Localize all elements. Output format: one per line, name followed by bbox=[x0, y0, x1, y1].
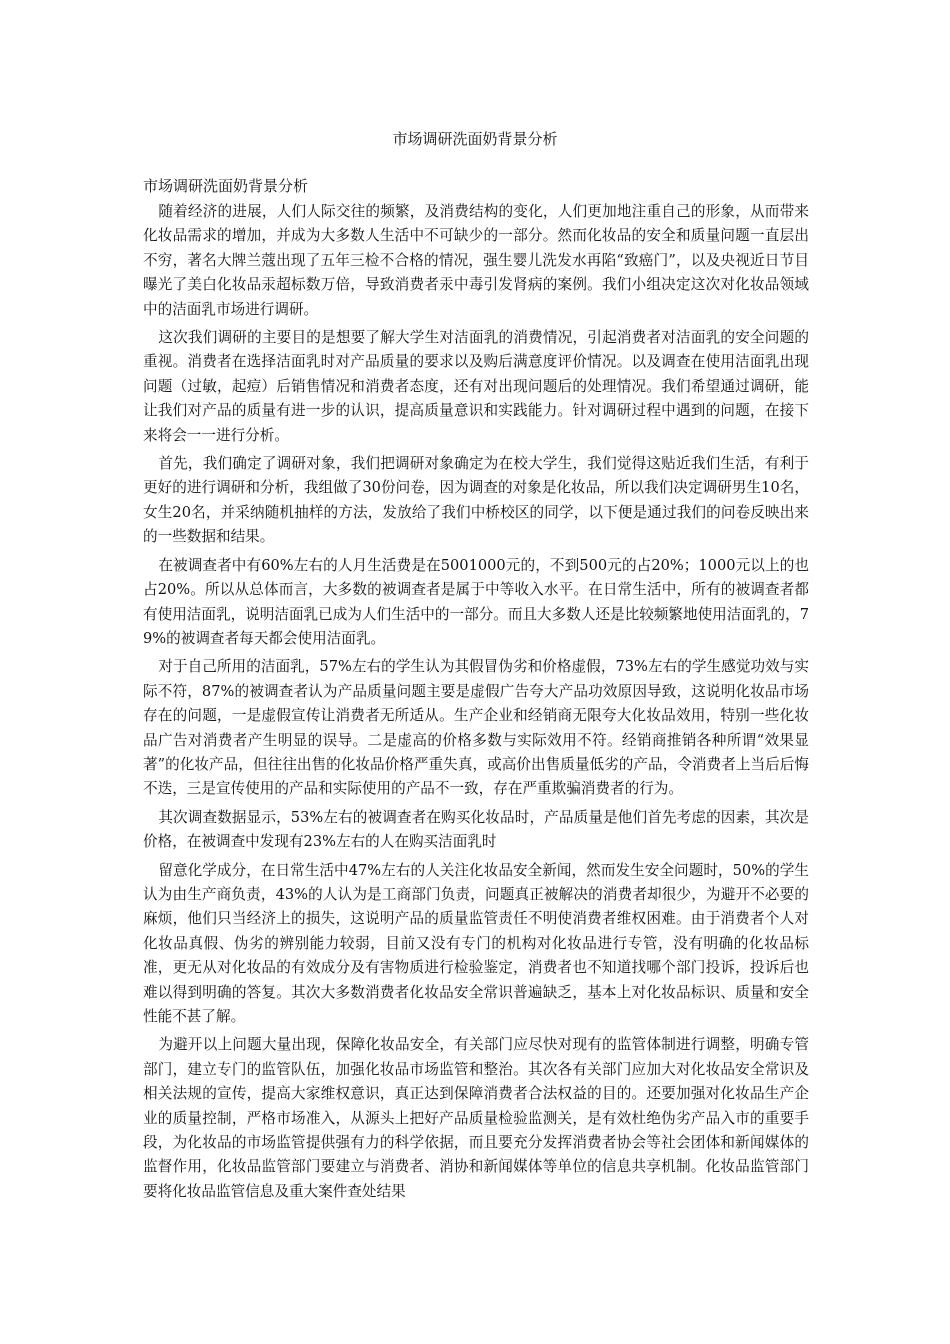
paragraph-recommendations: 为避开以上问题大量出现，保障化妆品安全，有关部门应尽快对现有的监管体制进行调整，明确专管部门，建立专门的监管队伍，加强化妆品市场监管和整治。其次各有关部门应加大对化妆品安全常识及相关法规的宣传，提高大家维权意识，真正达到保障消费者合法权益的目的。还要加强对化妆品生产企业的质量控制，严格市场准入，从源头上把好产品质量检验监测关，是有效杜绝伪劣产品入市的重要手段，为化妆品的市场监管提供强有力的科学依据，而且要充分发挥消费者协会等社会团体和新闻媒体的监督作用，化妆品监管部门要建立与消费者、消协和新闻媒体等单位的信息共享机制。化妆品监管部门要将化妆品监管信息及重大案件查处结果 bbox=[143, 1036, 809, 1200]
paragraph-purpose: 这次我们调研的主要目的是想要了解大学生对洁面乳的消费情况，引起消费者对洁面乳的安全问题的重视。消费者在选择洁面乳时对产品质量的要求以及购后满意度评价情况。以及调查在使用洁面乳出现问题（过敏，起痘）后销售情况和消费者态度，还有对出现问题后的处理情况。我们希望通过调研，能让我们对产品的质量有进一步的认识，提高质量意识和实践能力。针对调研过程中遇到的问题，在接下来将会一一进行分析。 bbox=[143, 329, 809, 444]
section-heading: 市场调研洗面奶背景分析 bbox=[143, 177, 309, 195]
paragraph-purchase-factors: 其次调查数据显示，53%左右的被调查者在购买化妆品时，产品质量是他们首先考虑的因素，其次是价格，在被调查中发现有23%左右的人在购买洁面乳时 bbox=[143, 808, 809, 851]
paragraph-income: 在被调查者中有60%左右的人月生活费是在5001000元的，不到500元的占20%；1000元以上的也占20%。所以从总体而言，大多数的被调查者是属于中等收入水平。在日常生活中，所有的被调查者都有使用洁面乳，说明洁面乳已成为人们生活中的一部分。而且大多数人还是比较频繁地使用洁面乳的，79%的被调查者每天都会使用洁面乳。 bbox=[143, 556, 810, 647]
paragraph-background: 随着经济的进展，人们人际交往的频繁，及消费结构的变化，人们更加地注重自己的形象，从而带来化妆品需求的增加，并成为大多数人生活中不可缺少的一部分。然而化妆品的安全和质量问题一直层出不穷，著名大牌兰蔻出现了五年三检不合格的情况，强生婴儿洗发水再陷“致癌门”，以及央视近日节目曝光了美白化妆品汞超标数万倍，导致消费者汞中毒引发肾病的案例。我们小组决定这次对化妆品领域中的洁面乳市场进行调研。 bbox=[143, 203, 809, 318]
paragraph-awareness: 留意化学成分，在日常生活中47%左右的人关注化妆品安全新闻，然而发生安全问题时，50%的学生认为由生产商负责，43%的人认为是工商部门负责，问题真正被解决的消费者却很少，为避开不必要的麻烦，他们只当经济上的损失，这说明产品的质量监管责任不明使消费者维权困难。由于消费者个人对化妆品真假、伪劣的辨别能力较弱，目前又没有专门的机构对化妆品进行专管，没有明确的化妆品标准，更无从对化妆品的有效成分及有害物质进行检验鉴定，消费者也不知道找哪个部门投诉，投诉后也难以得到明确的答复。其次大多数消费者化妆品安全常识普遍缺乏，基本上对化妆品标识、质量和安全性能不甚了解。 bbox=[143, 861, 809, 1025]
document-title: 市场调研洗面奶背景分析 bbox=[392, 130, 558, 148]
paragraph-method: 首先，我们确定了调研对象，我们把调研对象确定为在校大学生，我们觉得这贴近我们生活，有利于更好的进行调研和分析，我组做了30份问卷，因为调查的对象是化妆品，所以我们决定调研男生10名，女生20名，并采纳随机抽样的方法，发放给了我们中桥校区的同学，以下便是通过我们的问卷反映出来的一些数据和结果。 bbox=[143, 455, 809, 546]
document-body bbox=[143, 174, 809, 1208]
paragraph-problems: 对于自己所用的洁面乳，57%左右的学生认为其假冒伪劣和价格虚假，73%左右的学生感觉功效与实际不符，87%的被调查者认为产品质量问题主要是虚假广告夸大产品功效原因导致，这说明化妆品市场存在的问题，一是虚假宣传让消费者无所适从。生产企业和经销商无限夸大化妆品效用，特别一些化妆品广告对消费者产生明显的误导。二是虚高的价格多数与实际效用不符。经销商推销各种所谓“效果显著”的化妆产品，但往往出售的化妆品价格严重失真，或高价出售质量低劣的产品，令消费者上当后后悔不迭，三是宣传使用的产品和实际使用的产品不一致，存在严重欺骗消费者的行为。 bbox=[143, 658, 809, 798]
